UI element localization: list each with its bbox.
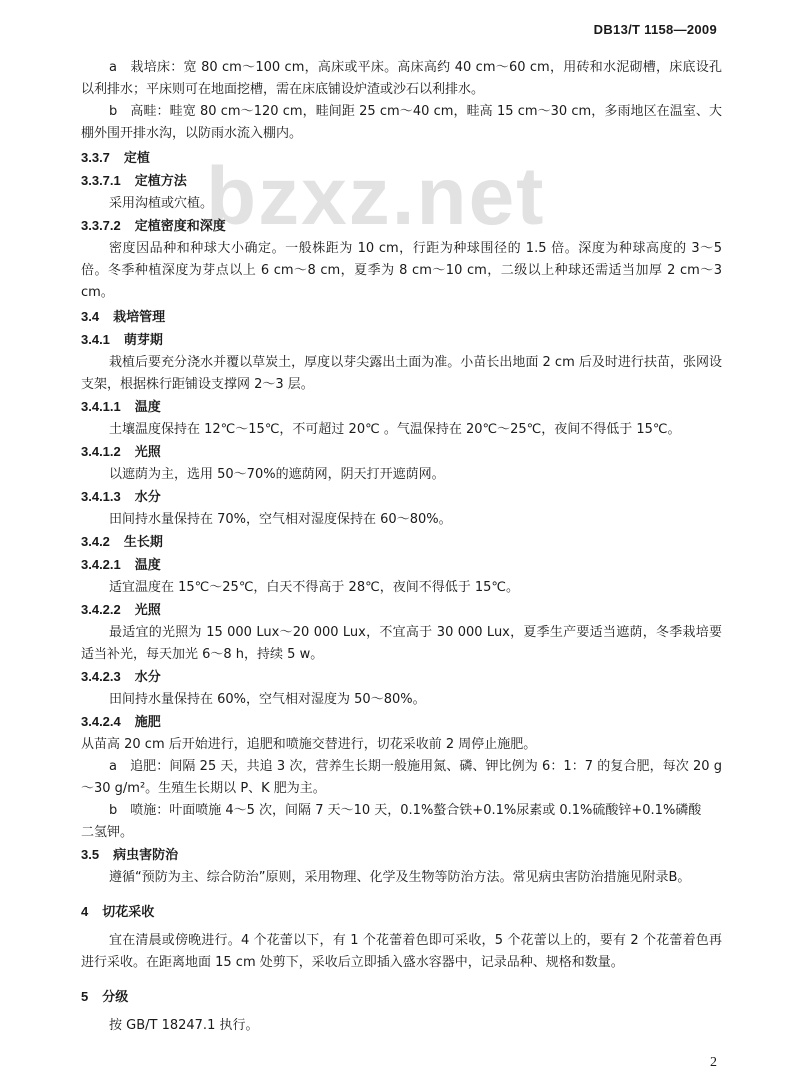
heading-3-3-7: 3.3.7 定植: [81, 150, 150, 166]
heading-3-4-2-1: 3.4.2.1 温度: [81, 557, 161, 573]
paragraph-3-4-2-1: 适宜温度在 15℃～25℃，白天不得高于 28℃，夜间不得低于 15℃。: [109, 580, 519, 595]
document-code: DB13/T 1158—2009: [593, 22, 717, 37]
paragraph-3-4-2-3: 田间持水量保持在 60%，空气相对湿度为 50～80%。: [109, 692, 426, 707]
heading-3-3-7-2: 3.3.7.2 定植密度和深度: [81, 218, 226, 234]
paragraph-3-4-1-1: 土壤温度保持在 12℃～15℃，不可超过 20℃ 。气温保持在 20℃～25℃，夜间不得低于 15℃。: [109, 422, 681, 437]
watermark: bzxz.net: [206, 151, 546, 242]
paragraph-5: 按 GB/T 18247.1 执行。: [109, 1018, 259, 1033]
heading-5: 5 分级: [81, 989, 129, 1005]
paragraph-3-4-2-2: 最适宜的光照为 15 000 Lux～20 000 Lux，不宜高于 30 000 Lux，夏季生产要适当遮荫，冬季栽培要适当补光，每天加光 6～8 h，持续 5 w。: [81, 625, 722, 662]
heading-3-4-2: 3.4.2 生长期: [81, 534, 163, 550]
heading-3-4: 3.4 栽培管理: [81, 309, 166, 325]
paragraph-3-4-1-2: 以遮荫为主，选用 50～70%的遮荫网，阴天打开遮荫网。: [109, 467, 445, 482]
paragraph-3-4-1: 栽植后要充分浇水并覆以草炭土，厚度以芽尖露出土面为准。小苗长出地面 2 cm 后及时进行扶苗，张网设支架，根据株行距铺设支撑网 2～3 层。: [81, 355, 722, 392]
paragraph-ridge: b 高畦：畦宽 80 cm～120 cm，畦间距 25 cm～40 cm，畦高 15 cm～30 cm，多雨地区在温室、大棚外围开排水沟，以防雨水流入棚内。: [81, 104, 722, 141]
paragraph-3-3-7-2: 密度因品种和种球大小确定。一般株距为 10 cm，行距为种球围径的 1.5 倍。深度为种球高度的 3～5 倍。冬季种植深度为芽点以上 6 cm～8 cm，夏季为 8 cm～10 cm，二级以上种球还需适当加厚 2 cm～3 cm。: [81, 241, 722, 300]
heading-4: 4 切花采收: [81, 904, 155, 920]
page-number: 2: [710, 1055, 717, 1070]
heading-3-4-1-3: 3.4.1.3 水分: [81, 489, 161, 505]
heading-3-4-1-1: 3.4.1.1 温度: [81, 399, 161, 415]
heading-3-4-2-4: 3.4.2.4 施肥: [81, 714, 161, 730]
paragraph-foliar-spray: b 喷施：叶面喷施 4～5 次，间隔 7 天～10 天，0.1%螯合铁+0.1%尿素或 0.1%硫酸锌+0.1%磷酸: [109, 803, 702, 818]
paragraph-3-4-1-3: 田间持水量保持在 70%，空气相对湿度保持在 60～80%。: [109, 512, 452, 527]
paragraph-bed: a 栽培床：宽 80 cm～100 cm，高床或平床。高床高约 40 cm～60 cm，用砖和水泥砌槽，床底设孔以利排水；平床则可在地面挖槽，需在床底铺设炉渣或沙石以利排水。: [81, 60, 722, 97]
heading-3-4-1-2: 3.4.1.2 光照: [81, 444, 161, 460]
heading-3-4-2-3: 3.4.2.3 水分: [81, 669, 161, 685]
document-body: [81, 57, 722, 1037]
paragraph-4: 宜在清晨或傍晚进行。4 个花蕾以下，有 1 个花蕾着色即可采收，5 个花蕾以上的，要有 2 个花蕾着色再进行采收。在距离地面 15 cm 处剪下，采收后立即插入盛水容器中，记录品种、规格和数量。: [81, 933, 722, 970]
paragraph-topdressing: a 追肥：间隔 25 天，共追 3 次，营养生长期一般施用氮、磷、钾比例为 6：1：7 的复合肥，每次 20 g～30 g/m²。生殖生长期以 P、K 肥为主。: [81, 759, 722, 796]
heading-3-3-7-1: 3.3.7.1 定植方法: [81, 173, 187, 189]
paragraph-3-3-7-1: 采用沟植或穴植。: [109, 196, 214, 211]
heading-3-4-1: 3.4.1 萌芽期: [81, 332, 163, 348]
heading-3-5: 3.5 病虫害防治: [81, 847, 179, 863]
heading-3-4-2-2: 3.4.2.2 光照: [81, 602, 161, 618]
paragraph-foliar-spray-tail: 二氢钾。: [81, 825, 134, 840]
paragraph-3-5: 遵循“预防为主、综合防治”原则，采用物理、化学及生物等防治方法。常见病虫害防治措施见附录B。: [109, 870, 691, 885]
paragraph-3-4-2-4: 从苗高 20 cm 后开始进行，追肥和喷施交替进行，切花采收前 2 周停止施肥。: [81, 737, 537, 752]
